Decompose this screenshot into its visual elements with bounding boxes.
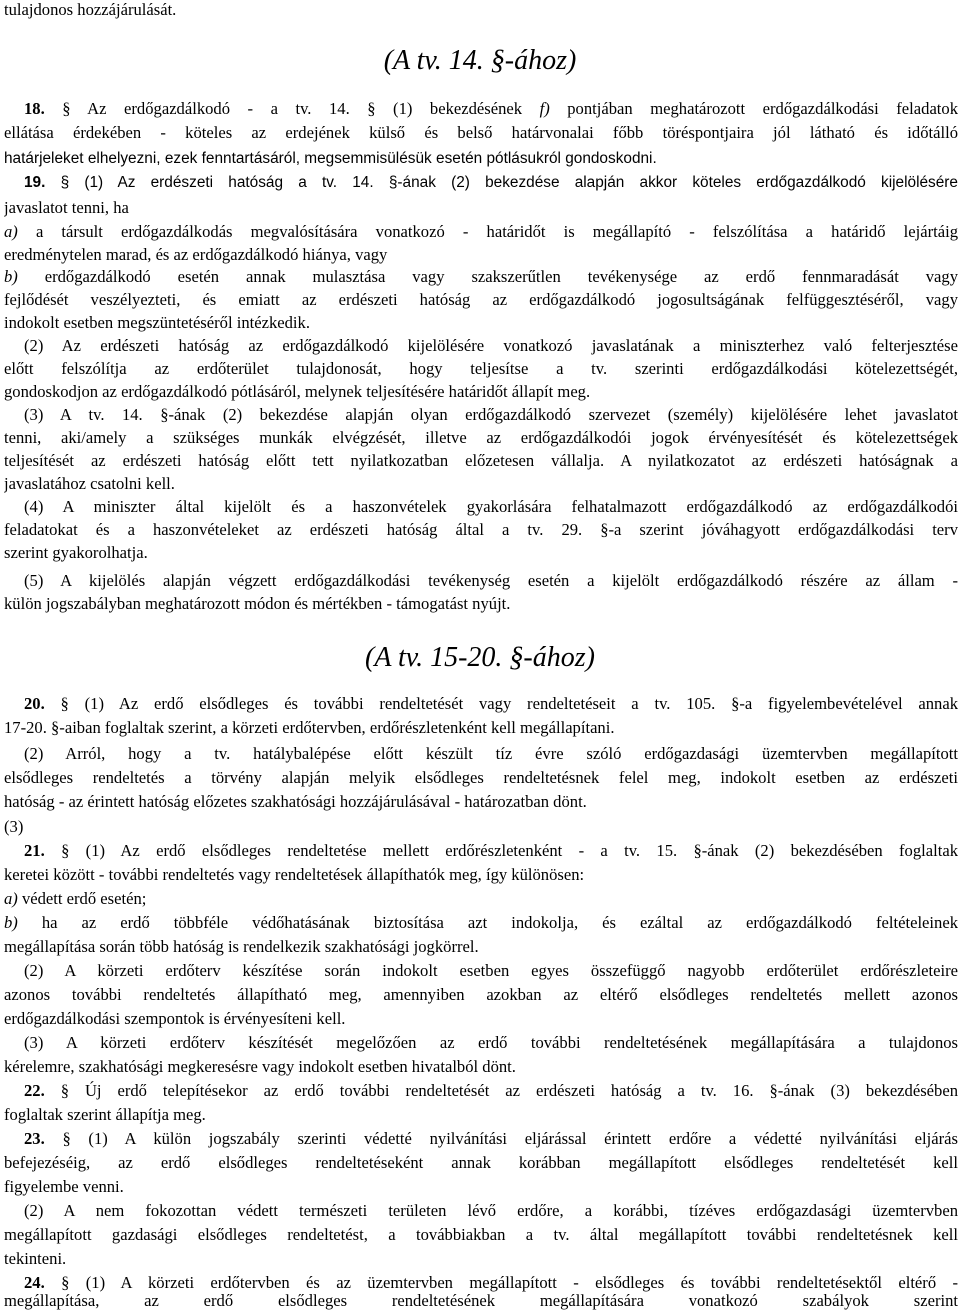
text-line: erdőgazdálkodási szempontok is érvényesíteni kell. <box>4 1009 346 1028</box>
text-line: feladatokat és a haszonvételeket az erdészeti hatóság által a tv. 29. §-a szerint jóváhagyott erdőgazdálkodási terv <box>4 520 958 539</box>
paragraph-18-line: 18. § Az erdőgazdálkodó - a tv. 14. § (1) bekezdésének f) pontjában meghatározott erdőgazdálkodási feladatok <box>24 99 958 118</box>
text-line: b) ha az erdő többféle védőhatásának biztosítása azt indokolja, és ezáltal az erdőgazdálkodó feltételeinek <box>4 913 958 932</box>
section-number: 21. <box>24 841 45 860</box>
text-line: megállapított gazdasági elsődleges rendeltetést, a továbbiakban a tv. által megállapított további rendeltetésnek kell <box>4 1225 958 1244</box>
text-line: b) erdőgazdálkodó esetén annak mulasztása vagy szakszerűtlen tevékenysége az erdő fennmaradását vagy <box>4 267 958 286</box>
text-line: figyelembe venni. <box>4 1177 124 1196</box>
text-line: (5) A kijelölés alapján végzett erdőgazdálkodási tevékenység esetén a kijelölt erdőgazdálkodó részére az állam - <box>24 571 958 590</box>
paragraph-24-line: 24. § (1) A körzeti erdőtervben és az üzemtervben megállapított - elsődleges és további rendeltetésektől eltérő - <box>24 1273 958 1292</box>
section-heading-tv14: (A tv. 14. §-ához) <box>383 45 577 76</box>
text-line: előtt felszólítja az erdőterület tulajdonosát, hogy teljesítse a tv. szerinti erdőgazdálkodási kötelezettségét, <box>4 359 958 378</box>
text-line: kérelemre, szakhatósági megkeresésre vagy indokolt esetben hivatalból dönt. <box>4 1057 516 1076</box>
paragraph-22-line: 22. § Új erdő telepítésekor az erdő további rendeltetését az erdészeti hatóság a tv. 16. §-ának (3) bekezdésében <box>24 1081 958 1100</box>
text-line: fejlődését veszélyezteti, és emiatt az erdészeti hatóság az erdőgazdálkodó jogosultságának felfüggesztéséről, vagy <box>4 290 958 309</box>
text-line: (2) Az erdészeti hatóság az erdőgazdálkodó kijelölésére vonatkozó javaslatának a miniszterhez való felterjesztése <box>24 336 958 355</box>
text-line: indokolt esetben megszüntetéséről intézkedik. <box>4 313 310 332</box>
text-line: javaslatához csatolni kell. <box>4 474 175 493</box>
section-number: 23. <box>24 1129 45 1148</box>
text-line: tekinteni. <box>4 1249 67 1268</box>
text-line: megállapítása során több hatóság is rendelkezik szakhatósági jogkörrel. <box>4 937 479 956</box>
text-line: befejezéséig, az erdő elsődleges rendeltetéseként annak korábban megállapított elsődleges rendeltetését kell <box>4 1153 958 1172</box>
text-line: (4) A miniszter által kijelölt és a haszonvételek gyakorlására felhatalmazott erdőgazdálkodó az erdőgazdálkodói <box>24 497 958 516</box>
section-heading-tv15-20: (A tv. 15-20. §-ához) <box>365 642 595 673</box>
text-line: a) a társult erdőgazdálkodás megvalósítására vonatkozó - határidőt is megállapító - felszólítása a határidő lejártáig <box>4 222 958 241</box>
text-line: (2) A nem fokozottan védett természeti területen lévő erdőre, a korábbi, tízéves erdőgazdasági üzemtervben <box>24 1201 958 1220</box>
text-line: eredménytelen marad, és az erdőgazdálkodó hiánya, vagy <box>4 245 388 264</box>
text-line: (3) <box>4 817 24 836</box>
section-number: 18. <box>24 99 45 118</box>
section-number: 22. <box>24 1081 45 1100</box>
text-line: a) védett erdő esetén; <box>4 889 147 908</box>
text-line: tulajdonos hozzájárulását. <box>4 0 177 19</box>
text-line: szerint gyakorolhatja. <box>4 543 148 562</box>
section-number: 24. <box>24 1273 45 1292</box>
text-line: tenni, aki/amely a szükséges munkák elvégzését, illetve az erdőgazdálkodói jogok érvényesítését és kötelezettségek <box>4 428 958 447</box>
text-line: ellátása érdekében - köteles az erdejének külső és belső határvonalai főbb töréspontjaira jól látható és időtálló <box>4 123 958 142</box>
text-line: foglaltak szerint állapítja meg. <box>4 1105 206 1124</box>
text-line: megállapítása, az erdő elsődleges rendeltetésének megállapítására vonatkozó szabályok szerint <box>4 1291 958 1310</box>
text-line: gondoskodjon az erdőgazdálkodó pótlásáról, melynek teljesítésére határidőt állapít meg. <box>4 382 591 401</box>
text-line: (2) A körzeti erdőterv készítése során indokolt esetben egyes összefüggő nagyobb erdőterület erdőrészleteire <box>24 961 958 980</box>
paragraph-21-line: 21. § (1) Az erdő elsődleges rendeltetése mellett erdőrészletenként - a tv. 15. §-ának (2) bekezdésében foglaltak <box>24 841 958 860</box>
text-line: elsődleges rendeltetés a törvény alapján melyik elsődleges rendeltetésnek felel meg, indokolt esetben az erdészeti <box>4 768 958 787</box>
text-line: külön jogszabályban meghatározott módon és mértékben - támogatást nyújt. <box>4 594 511 613</box>
paragraph-20-line: 20. § (1) Az erdő elsődleges és további rendeltetését vagy rendeltetéseit a tv. 105. §-a figyelembevételével annak <box>24 694 958 713</box>
text-line: (2) Arról, hogy a tv. hatálybalépése előtt készült tíz évre szóló erdőgazdasági üzemtervben megállapított <box>24 744 958 763</box>
section-number: 19. <box>24 174 46 191</box>
text-line: teljesítését az erdészeti hatóság előtt tett nyilatkozatban előzetesen vállalja. A nyilatkozatot az erdészeti hatóságnak a <box>4 451 958 470</box>
text-line: 17-20. §-aiban foglaltak szerint, a körzeti erdőtervben, erdőrészletenként kell megállapítani. <box>4 718 615 737</box>
paragraph-23-line: 23. § (1) A külön jogszabály szerinti védetté nyilvánítási eljárással érintett erdőre a védetté nyilvánítási eljárás <box>24 1129 958 1148</box>
text-line: hatóság - az érintett hatóság előzetes szakhatósági hozzájárulásával - határozatban dönt. <box>4 792 587 811</box>
text-line: javaslatot tenni, ha <box>4 198 129 217</box>
text-line: (3) A körzeti erdőterv készítését megelőzően az erdő további rendeltetésének megállapítására a tulajdonos <box>24 1033 958 1052</box>
text-line: keretei között - további rendeltetés vagy rendeltetések állapíthatók meg, így különösen: <box>4 865 585 884</box>
text-line: azonos további rendeltetés állapítható meg, amennyiben azokban az eltérő elsődleges rendeltetés mellett azonos <box>4 985 958 1004</box>
text-line: határjeleket elhelyezni, ezek fenntartásáról, megsemmisülésük esetén pótlásukról gondoskodni. <box>4 150 657 167</box>
paragraph-19-line: 19. § (1) Az erdészeti hatóság a tv. 14. §-ának (2) bekezdése alapján akkor köteles erdőgazdálkodó kijelölésére <box>24 174 958 191</box>
text-line: (3) A tv. 14. §-ának (2) bekezdése alapján olyan erdőgazdálkodó szervezet (személy) kijelölésére lehet javaslatot <box>24 405 958 424</box>
section-number: 20. <box>24 694 45 713</box>
